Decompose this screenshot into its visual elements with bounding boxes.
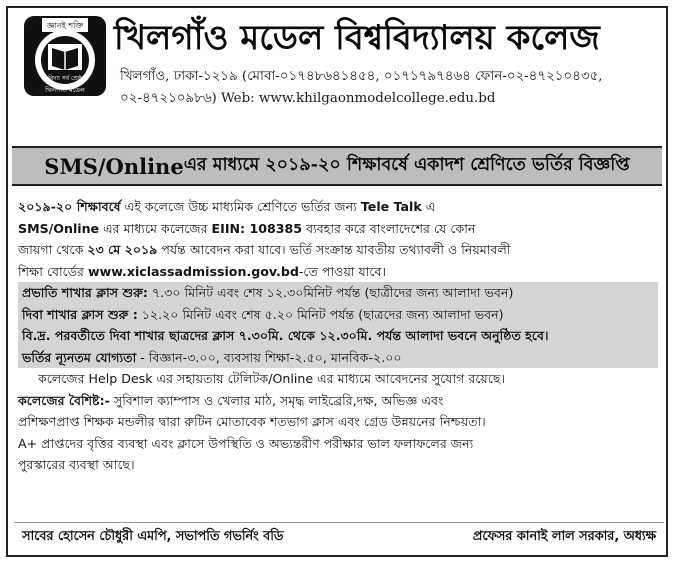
college-crest-icon bbox=[22, 14, 108, 98]
morning-shift-time: ৭.৩০ মিনিট এবং শেষ ১২.৩০মিনিট পর্যন্ত (ছাত্রীদের জন্য আলাদা ভবন) bbox=[147, 285, 514, 300]
day-shift-row bbox=[18, 304, 658, 326]
min-qualification-values: - বিজ্ঞান-৩.০০, ব্যবসায় শিক্ষা-২.৫০, মানবিক-২.০০ bbox=[136, 349, 402, 365]
session-year: ২০১৯-২০ শিক্ষাবর্ষে bbox=[18, 199, 121, 214]
day-shift-label: দিবা শাখার ক্লাস শুরু : bbox=[22, 306, 138, 322]
features-text: প্রশিক্ষণপ্রাপ্ত শিক্ষক মন্ডলীর দ্বারা রুটিন মোতাবেক শতভাগ ক্লাস এবং গ্রেড উন্নয়নের নিশ্চয়তা। bbox=[18, 414, 486, 429]
sms-online-label: SMS/Online bbox=[18, 220, 100, 236]
college-address bbox=[120, 66, 660, 110]
signature-row bbox=[22, 527, 656, 548]
intro-text: এ bbox=[421, 199, 436, 214]
college-name: খিলগাঁও মডেল বিশ্ববিদ্যালয় কলেজ bbox=[114, 18, 600, 58]
intro-text: পর্যন্ত আবেদন করা যাবে। ভর্তি সংক্রান্ত যাবতীয় তথ্যাবলী ও নিয়মাবলী bbox=[157, 242, 511, 257]
min-qualification-label: ভর্তির ন্যূনতম যোগ্যতা bbox=[22, 349, 137, 365]
notice-frame bbox=[6, 6, 668, 557]
features-paragraph bbox=[18, 390, 658, 476]
intro-text: এই কলেজে উচ্চ মাধ্যমিক শ্রেণিতে ভর্তির জন্য bbox=[120, 199, 361, 214]
features-label: কলেজের বৈশিষ্ট:- bbox=[18, 392, 110, 408]
features-text: A+ প্রাপ্তদের বৃত্তির ব্যবস্থা এবং ক্লাসে উপস্থিতি ও অভ্যন্তরীণ পরীক্ষার ভাল ফলাফলের জন্য bbox=[18, 435, 474, 451]
intro-text: জায়গা থেকে bbox=[18, 242, 88, 257]
notice-body bbox=[18, 196, 658, 476]
intro-text: এর মাধ্যমে কলেজের bbox=[99, 220, 212, 236]
logo-motto: বিদ্যা সর্ব শ্রেষ্ঠ bbox=[48, 75, 82, 82]
banner-text: এর মাধ্যমে ২০১৯-২০ শিক্ষাবর্ষে একাদশ শ্রেণিতে ভর্তির বিজ্ঞপ্তি bbox=[183, 154, 630, 175]
header bbox=[16, 12, 662, 124]
helpdesk-line: কলেজের Help Desk এর সহায়তায় টেলিটক/Online এর মাধ্যমে আবেদনের সুযোগ রয়েছে। bbox=[38, 371, 506, 386]
signature-divider bbox=[14, 522, 664, 523]
address-line-1: খিলগাঁও, ঢাকা-১২১৯ (মোবা-০১৭৪৮৬৪১৪৫৪, ০১৭১৭৯৭৪৬৪ ফোন-০২-৪৭২১০৪৩৫, bbox=[120, 69, 603, 84]
president-signature: সাবের হোসেন চৌধুরী এমপি, সভাপতি গভর্নিং বডি bbox=[22, 529, 284, 544]
morning-shift-label: প্রভাতি শাখার ক্লাস শুরু: bbox=[22, 285, 148, 300]
principal-signature: প্রফেসর কানাই লাল সরকার, অধ্যক্ষ bbox=[472, 529, 656, 544]
features-text: সুবিশাল ক্যাম্পাস ও খেলার মাঠ, সমৃদ্ধ লাইব্রেরি,দক্ষ, অভিজ্ঞ এবং bbox=[109, 392, 444, 408]
note-row: বি.দ্র. পরবর্তীতে দিবা শাখার ছাত্রদের ক্লাস ৭.৩০মি. থেকে ১২.৩০মি. পর্যন্ত আলাদা ভবনে অনুষ্ঠিত হবে। bbox=[18, 325, 658, 347]
banner-latin: SMS/Online bbox=[44, 153, 184, 179]
teletalk-label: Tele Talk bbox=[360, 199, 422, 214]
college-logo bbox=[22, 14, 108, 98]
logo-top-text: জ্ঞানই শক্তি bbox=[46, 21, 84, 30]
features-text: পুরস্কারের ব্যবস্থা আছে। bbox=[18, 457, 135, 472]
address-line-2: ০২-৪৭২১০৯৮৬) Web: www.khilgaonmodelcollege.edu.bd bbox=[120, 91, 496, 106]
intro-text: শিক্ষা বোর্ডের bbox=[18, 263, 88, 279]
logo-bottom-text: খিলগাঁও মডেল bbox=[45, 86, 85, 94]
deadline-date: ২৩ মে ২০১৯ bbox=[87, 242, 158, 257]
admission-website-link[interactable]: www.xiclassadmission.gov.bd bbox=[87, 263, 299, 279]
minimum-qualification-row bbox=[18, 347, 658, 369]
eiin-number: EIIN: 108385 bbox=[211, 220, 303, 236]
day-shift-time: ১২.২০ মিনিট এবং শেষ ৫.২০ মিনিট পর্যন্ত (ছাত্রদের জন্য আলাদা ভবন) bbox=[137, 306, 504, 322]
intro-paragraph bbox=[18, 196, 658, 282]
morning-shift-row bbox=[18, 282, 658, 304]
intro-text: -তে পাওয়া যাবে। bbox=[298, 263, 387, 279]
notice-title-banner bbox=[12, 146, 662, 186]
intro-text: ব্যবহার করে বাংলাদেশের যে কোন bbox=[302, 220, 476, 236]
